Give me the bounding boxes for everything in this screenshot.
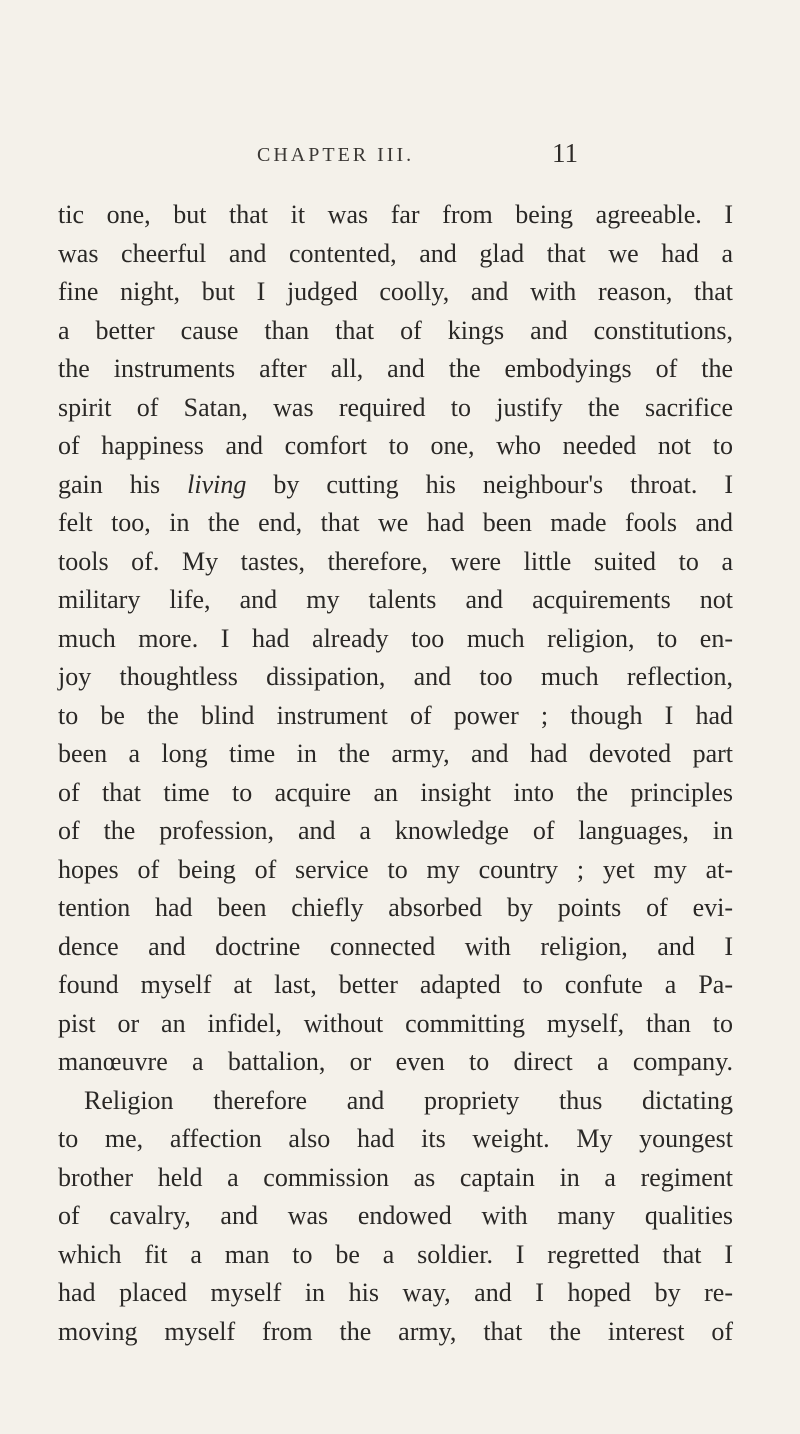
running-head: [0, 138, 800, 174]
text-line: was cheerful and contented, and glad that we had a: [58, 238, 733, 268]
text-line: of the profession, and a knowledge of languages, in: [58, 816, 733, 845]
text-line: found myself at last, better adapted to confute a Pa-: [58, 970, 733, 999]
text-line: dence and doctrine connected with religion, and I: [58, 931, 733, 961]
text-line: spirit of Satan, was required to justify the sacrifice: [58, 392, 733, 422]
text-line: to be the blind instrument of power ; though I had: [58, 700, 733, 730]
chapter-title: CHAPTER III.: [257, 144, 415, 166]
text-line: the instruments after all, and the embodyings of the: [58, 354, 733, 383]
text-line: tic one, but that it was far from being agreeable. I: [58, 200, 733, 229]
italic-word: living: [187, 469, 247, 499]
text-line: much more. I had already too much religion, to en-: [58, 623, 733, 653]
text-line: joy thoughtless dissipation, and too much reflection,: [58, 662, 733, 691]
text-line: of cavalry, and was endowed with many qualities: [58, 1201, 733, 1230]
page-number: 11: [552, 138, 578, 168]
text-line: had placed myself in his way, and I hoped by re-: [58, 1278, 733, 1307]
paragraph-start-line: Religion therefore and propriety thus dictating: [84, 1085, 733, 1115]
text-fragment: by cutting his neighbour's throat. I: [246, 469, 733, 499]
text-line: brother held a commission as captain in a regiment: [58, 1162, 733, 1192]
text-line: of that time to acquire an insight into the principles: [58, 777, 733, 807]
text-line: to me, affection also had its weight. My youngest: [58, 1124, 733, 1153]
text-line: hopes of being of service to my country ; yet my at-: [58, 854, 733, 884]
text-line: moving myself from the army, that the interest of: [58, 1316, 733, 1346]
text-line: tention had been chiefly absorbed by points of evi-: [58, 893, 733, 922]
text-line: which fit a man to be a soldier. I regretted that I: [58, 1239, 733, 1269]
text-line: of happiness and comfort to one, who needed not to: [58, 431, 733, 460]
text-line: manœuvre a battalion, or even to direct a company.: [58, 1047, 733, 1076]
text-line: tools of. My tastes, therefore, were little suited to a: [58, 546, 733, 576]
text-line: been a long time in the army, and had devoted part: [58, 739, 733, 768]
text-line: pist or an infidel, without committing myself, than to: [58, 1008, 733, 1038]
text-line: felt too, in the end, that we had been made fools and: [58, 508, 733, 537]
body-text: [58, 196, 733, 1351]
text-line: a better cause than that of kings and constitutions,: [58, 315, 733, 345]
text-line: military life, and my talents and acquirements not: [58, 585, 733, 614]
text-fragment: gain his: [58, 469, 188, 499]
text-line: fine night, but I judged coolly, and with reason, that: [58, 277, 733, 306]
text-line-with-italic: [58, 466, 733, 505]
